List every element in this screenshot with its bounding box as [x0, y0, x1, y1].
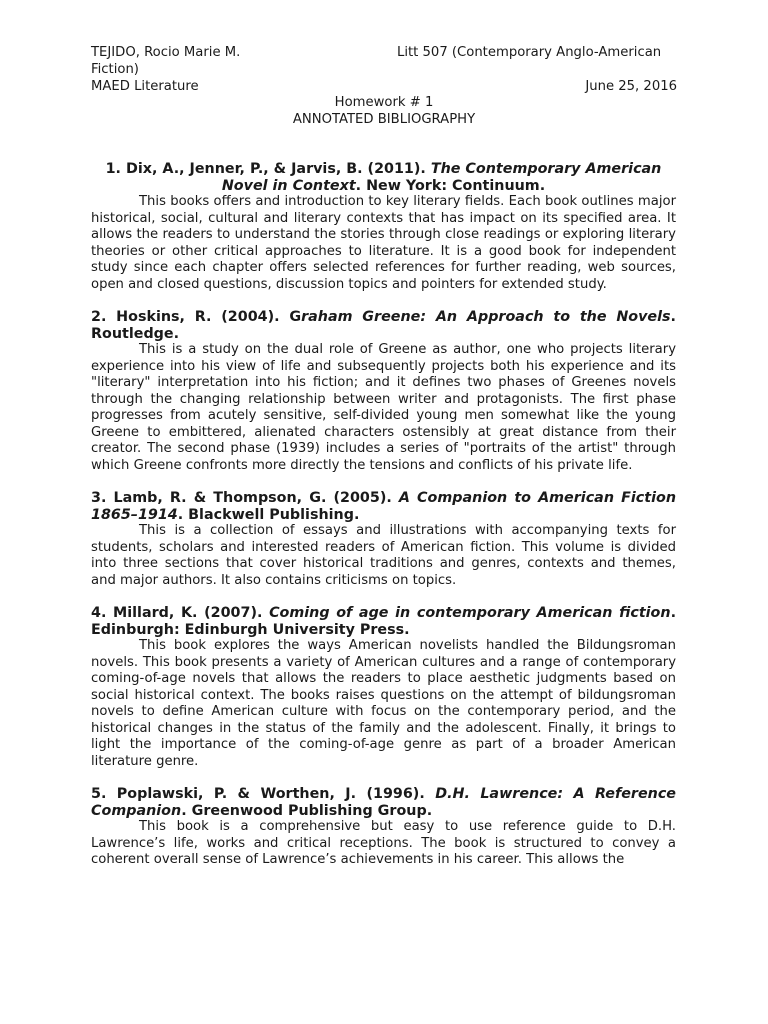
course-title: Litt 507 (Contemporary Anglo-American [397, 45, 662, 60]
citation [91, 490, 676, 523]
course-title-continued: Fiction) [91, 62, 139, 77]
annotation-text: This book is a comprehensive but easy to use reference guide to D.H. Lawrence’s life, works and critical receptions. The book is structured to convey a coherent overall sense of Lawrence’s achievements in his career. This allows the [91, 819, 676, 867]
bibliography-list [91, 161, 676, 885]
citation [91, 786, 676, 819]
document-title: ANNOTATED BIBLIOGRAPHY [292, 112, 476, 127]
citation-publisher: . Greenwood Publishing Group. [181, 802, 433, 819]
citation-title: D.H. Lawrence: A Reference Companion [91, 786, 677, 819]
citation-publisher: . Routledge. [91, 309, 676, 342]
citation-title: Coming of age in contemporary American fiction [269, 605, 671, 621]
citation-authors: 4. Millard, K. (2007). [91, 605, 270, 621]
citation-publisher: . Blackwell Publishing. [177, 506, 360, 523]
citation-title: raham Greene: An Approach to the Novels [301, 309, 671, 325]
annotation-text: This is a study on the dual role of Greene as author, one who projects literary experience into his view of life and subsequently projects both his experience and its "literary" interpretation into his fiction; and it defines two phases of Greenes novels through the changing relationship between writer and protagonists. The first phase progresses from acutely sensitive, self-divided young men somewhat like the young Greene to embittered, alienated characters ostensibly at great distance from their creator. The second phase (1939) includes a series of "portraits of the artist" through which Greene confronts more directly the tensions and conflicts of his private life. [91, 342, 676, 473]
homework-number: Homework # 1 [334, 95, 434, 110]
program-name: MAED Literature [91, 79, 199, 94]
citation-publisher: . Edinburgh: Edinburgh University Press. [91, 605, 676, 638]
citation-title: The Contemporary American Novel in Context [221, 161, 662, 194]
citation-title: A Companion to American Fiction 1865–1914 [91, 490, 676, 523]
citation-authors: 3. Lamb, R. & Thompson, G. (2005). [91, 490, 399, 506]
bibliography-entry [91, 161, 676, 293]
bibliography-entry [91, 605, 676, 770]
annotation-text: This book explores the ways American novelists handled the Bildungsroman novels. This book presents a variety of American cultures and a range of contemporary coming-of-age novels that allows the readers to place aesthetic judgments based on social historical context. The books raises questions on the attempt of bildungsroman novels to define American culture with focus on the contemporary period, and the historical changes in the status of the family and the adolescent. Finally, it brings to light the importance of the coming-of-age genre as part of a broader American literature genre. [91, 638, 676, 769]
bibliography-entry [91, 309, 676, 474]
citation [91, 605, 676, 638]
citation-authors: 2. Hoskins, R. (2004). G [91, 309, 302, 325]
bibliography-entry [91, 786, 676, 869]
citation-authors: 5. Poplawski, P. & Worthen, J. (1996). [91, 786, 436, 802]
citation-authors: 1. Dix, A., Jenner, P., & Jarvis, B. (2011). [105, 161, 431, 177]
citation-publisher: . New York: Continuum. [355, 177, 546, 194]
citation [91, 161, 676, 194]
annotation-text: This is a collection of essays and illustrations with accompanying texts for students, scholars and interested readers of American fiction. This volume is divided into three sections that cover historical traditions and genres, contexts and themes, and major authors. It also contains criticisms on topics. [91, 523, 676, 588]
annotation-text: This books offers and introduction to key literary fields. Each book outlines major historical, social, cultural and literary contexts that has impact on its specified area. It allows the readers to understand the stories through close readings or exploring literary theories or other critical approaches to literature. It is a good book for independent study since each chapter offers selected references for further reading, web sources, open and closed questions, discussion topics and pointers for extended study. [91, 194, 676, 292]
bibliography-entry [91, 490, 676, 589]
citation [91, 309, 676, 342]
submission-date: June 25, 2016 [585, 79, 677, 94]
student-name: TEJIDO, Rocio Marie M. [91, 45, 241, 60]
